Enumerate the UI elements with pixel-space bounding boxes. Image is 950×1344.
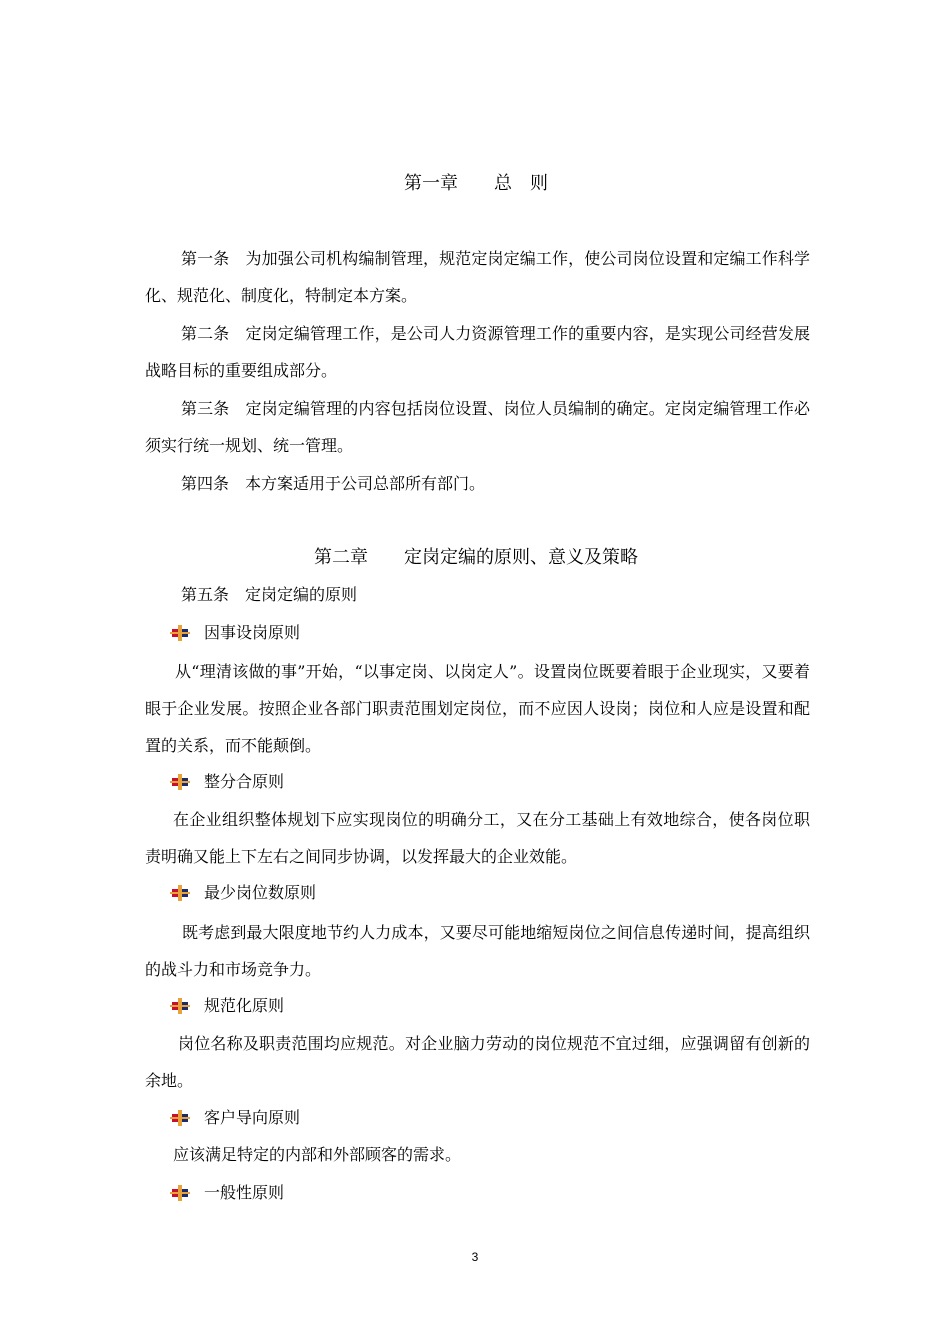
- principle-text-3: 既考虑到最大限度地节约人力成本，又要尽可能地缩短岗位之间信息传递时间，提高组织的战斗力和市场竞争力。: [145, 923, 810, 979]
- article-3: 第三条 定岗定编管理的内容包括岗位设置、岗位人员编制的确定。定岗定编管理工作必须实行统一规划、统一管理。: [145, 399, 810, 455]
- principle-heading-4: [170, 994, 284, 1018]
- principle-heading-3: [170, 881, 316, 905]
- book-bullet-icon: [170, 998, 190, 1014]
- chapter-one-title: 第一章 总 则: [404, 173, 548, 194]
- principle-label: 客户导向原则: [204, 1108, 301, 1127]
- principle-label: 最少岗位数原则: [204, 883, 317, 902]
- book-bullet-icon: [170, 1185, 190, 1201]
- principle-text-2: 在企业组织整体规划下应实现岗位的明确分工，又在分工基础上有效地综合，使各岗位职责明确又能上下左右之间同步协调，以发挥最大的企业效能。: [145, 810, 810, 866]
- book-bullet-icon: [170, 885, 190, 901]
- book-bullet-icon: [170, 774, 190, 790]
- article-4: 第四条 本方案适用于公司总部所有部门。: [181, 474, 486, 493]
- principle-heading-6: [170, 1181, 284, 1205]
- chapter-two-title: 第二章 定岗定编的原则、意义及策略: [314, 547, 638, 568]
- book-bullet-icon: [170, 625, 190, 641]
- article-1: 第一条 为加强公司机构编制管理，规范定岗定编工作，使公司岗位设置和定编工作科学化、规范化、制度化，特制定本方案。: [145, 249, 810, 305]
- principle-heading-1: [170, 621, 300, 645]
- principle-label: 一般性原则: [204, 1183, 285, 1202]
- principle-heading-2: [170, 770, 284, 794]
- principle-label: 因事设岗原则: [204, 623, 301, 642]
- principle-label: 整分合原则: [204, 772, 285, 791]
- principle-heading-5: [170, 1106, 300, 1130]
- principle-text-5: 应该满足特定的内部和外部顾客的需求。: [173, 1145, 462, 1164]
- principle-label: 规范化原则: [204, 996, 285, 1015]
- article-5: 第五条 定岗定编的原则: [181, 585, 358, 604]
- page-number: 3: [471, 1250, 479, 1264]
- principle-text-1: 从“理清该做的事”开始，“以事定岗、以岗定人”。设置岗位既要着眼于企业现实，又要着眼于企业发展。按照企业各部门职责范围划定岗位，而不应因人设岗；岗位和人应是设置和配置的关系，而不能颠倒。: [145, 662, 810, 755]
- principle-text-4: 岗位名称及职责范围均应规范。对企业脑力劳动的岗位规范不宜过细，应强调留有创新的余地。: [145, 1034, 810, 1090]
- book-bullet-icon: [170, 1110, 190, 1126]
- article-2: 第二条 定岗定编管理工作，是公司人力资源管理工作的重要内容，是实现公司经营发展战略目标的重要组成部分。: [145, 324, 810, 380]
